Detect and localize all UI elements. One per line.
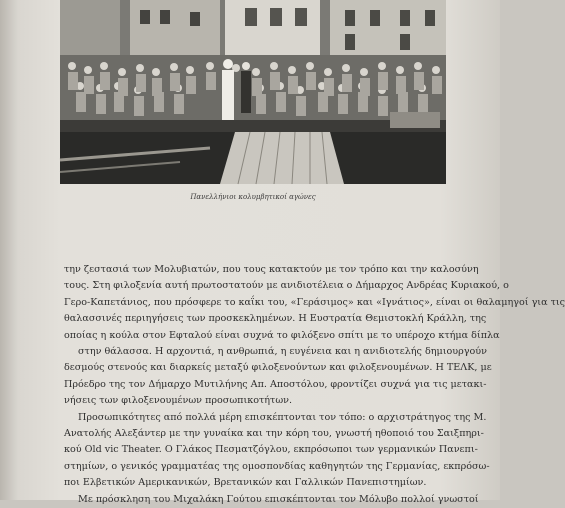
text-line: τους. Στη φιλοξενία αυτή πρωτοστατούν με ανιδιοτέλεια ο Δήμαρχος Ανδρέας Κυριακού, ο <box>64 280 509 292</box>
text-line: την ζεστασιά των Μολυβιατών, που τους κατακτούν με τον τρόπο και την καλοσύνη <box>64 264 479 275</box>
body-text <box>64 262 565 508</box>
text-line: στημίων, ο γενικός γραμματέας της ομοσπονδίας καθηγητών της Γερμανίας, εκπρόσω- <box>64 460 490 472</box>
text-line: ποι Ελβετικών Αμερικανικών, Βρετανικών και Γαλλικών Πανεπιστημίων. <box>64 477 427 489</box>
text-line: Προσωπικότητες από πολλά μέρη επισκέπτονται τον τόπο: ο αρχιστράτηγος της Μ. <box>78 411 487 423</box>
photograph <box>60 0 446 184</box>
text-line: Γερο-Καπετάνιος, που πρόσφερε το καΐκι του, «Γεράσιμος» και «Ιγνάτιος», είναι οι θαλαμηγοί για τις <box>64 296 565 308</box>
text-line: Ανατολής Αλεξάντερ με την γυναίκα και την κόρη του, γνωστή ηθοποιό του Σαιξπηρι- <box>64 428 484 440</box>
text-line: Πρόεδρο της τον Δήμαρχο Μυτιλήνης Απ. Αποστόλου, φροντίζει συχνά για τις μετακι- <box>64 378 487 390</box>
photo-illustration <box>60 0 446 184</box>
text-line: νήσεις των φιλοξενουμένων προσωπικοτήτων. <box>64 395 293 407</box>
text-line: δεσμούς στενούς και διαρκείς μεταξύ φιλοξενούντων και φιλοξενουμένων. Η ΤΕΛΚ, με <box>64 362 492 374</box>
text-line: θαλασσινές περιηγήσεις των προσκεκλημένων. Η Ευστρατία Θεμιστοκλή Κράλλη, της <box>64 313 487 325</box>
text-line: κού Old vic Theater. Ο Γλάκος Πεσματζόγλου, εκπρόσωποι των γερμανικών Πανεπι- <box>64 444 478 456</box>
photo-caption: Πανελλήνιοι κολυμβητικοί αγώνες <box>190 193 316 201</box>
text-line: οποίας η κούλα στον Εφταλού είναι συχνά το φιλόξενο σπίτι με το υπέροχο κτήμα δίπλα <box>64 329 500 341</box>
text-line: στην θάλασσα. Η αρχοντιά, η ανθρωπιά, η ευγένεια και η ανιδιοτελής δημιουργούν <box>78 346 487 358</box>
text-line: Με πρόσκληση του Μιχαλάκη Γούτου επισκέπτονται τον Μόλυβο πολλοί γνωστοί <box>78 493 479 505</box>
